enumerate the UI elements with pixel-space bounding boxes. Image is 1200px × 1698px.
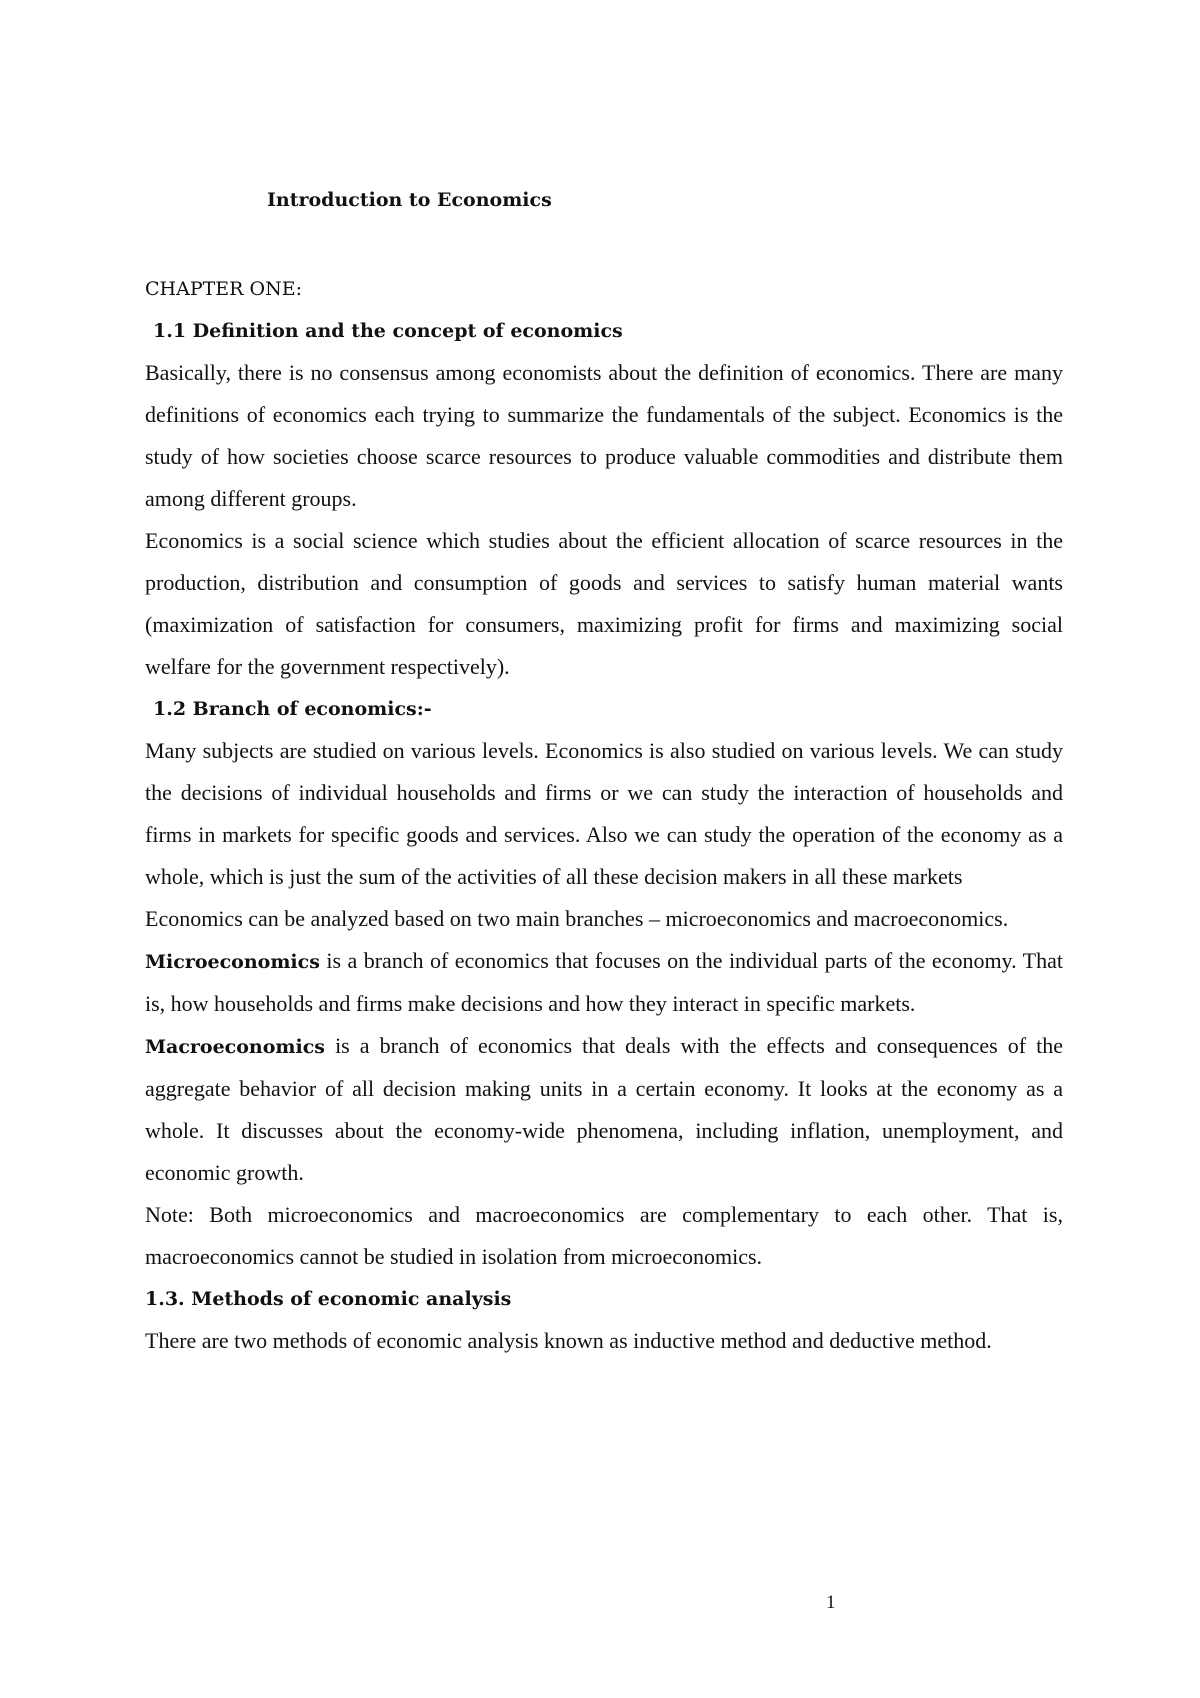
paragraph-methods: There are two methods of economic analysis known as inductive method and deductive method. bbox=[145, 1328, 992, 1353]
term-macroeconomics: Macroeconomics bbox=[145, 1036, 325, 1058]
microeconomics-definition: is a branch of economics that focuses on the individual parts of the economy. That is, how households and firms make decisions and how they interact in specific markets. bbox=[145, 948, 1063, 1016]
chapter-heading: CHAPTER ONE: bbox=[145, 278, 302, 300]
section-heading-1-2: 1.2 Branch of economics:- bbox=[153, 698, 432, 720]
macroeconomics-definition: is a branch of economics that deals with the effects and consequences of the aggregate behavior of all decision making units in a certain economy. It looks at the economy as a whole. It discusses about the economy-wide phenomena, including inflation, unemployment, and economic growth. bbox=[145, 1033, 1063, 1185]
paragraph-branch-1: Many subjects are studied on various levels. Economics is also studied on various levels. We can study the decisions of individual households and firms or we can study the interaction of households and firms in markets for specific goods and services. Also we can study the operation of the economy as a whole, which is just the sum of the activities of all these decision makers in all these markets bbox=[145, 738, 1063, 889]
page-number: 1 bbox=[826, 1592, 836, 1613]
section-heading-1-3: 1.3. Methods of economic analysis bbox=[145, 1288, 512, 1310]
document-title: Introduction to Economics bbox=[267, 189, 552, 211]
document-body bbox=[145, 268, 1063, 1362]
term-microeconomics: Microeconomics bbox=[145, 951, 320, 973]
section-heading-1-1: 1.1 Definition and the concept of economics bbox=[153, 320, 623, 342]
paragraph-definition-1: Basically, there is no consensus among economists about the definition of economics. There are many definitions of economics each trying to summarize the fundamentals of the subject. Economics is the study of how societies choose scarce resources to produce valuable commodities and distribute them among different groups. bbox=[145, 360, 1063, 511]
paragraph-branch-2: Economics can be analyzed based on two main branches – microeconomics and macroeconomics. bbox=[145, 906, 1009, 931]
paragraph-note: Note: Both microeconomics and macroeconomics are complementary to each other. That is, macroeconomics cannot be studied in isolation from microeconomics. bbox=[145, 1202, 1063, 1269]
paragraph-macroeconomics bbox=[145, 1025, 1063, 1194]
paragraph-microeconomics bbox=[145, 940, 1063, 1025]
paragraph-definition-2: Economics is a social science which studies about the efficient allocation of scarce resources in the production, distribution and consumption of goods and services to satisfy human material wants (maximization of satisfaction for consumers, maximizing profit for firms and maximizing social welfare for the government respectively). bbox=[145, 528, 1063, 679]
